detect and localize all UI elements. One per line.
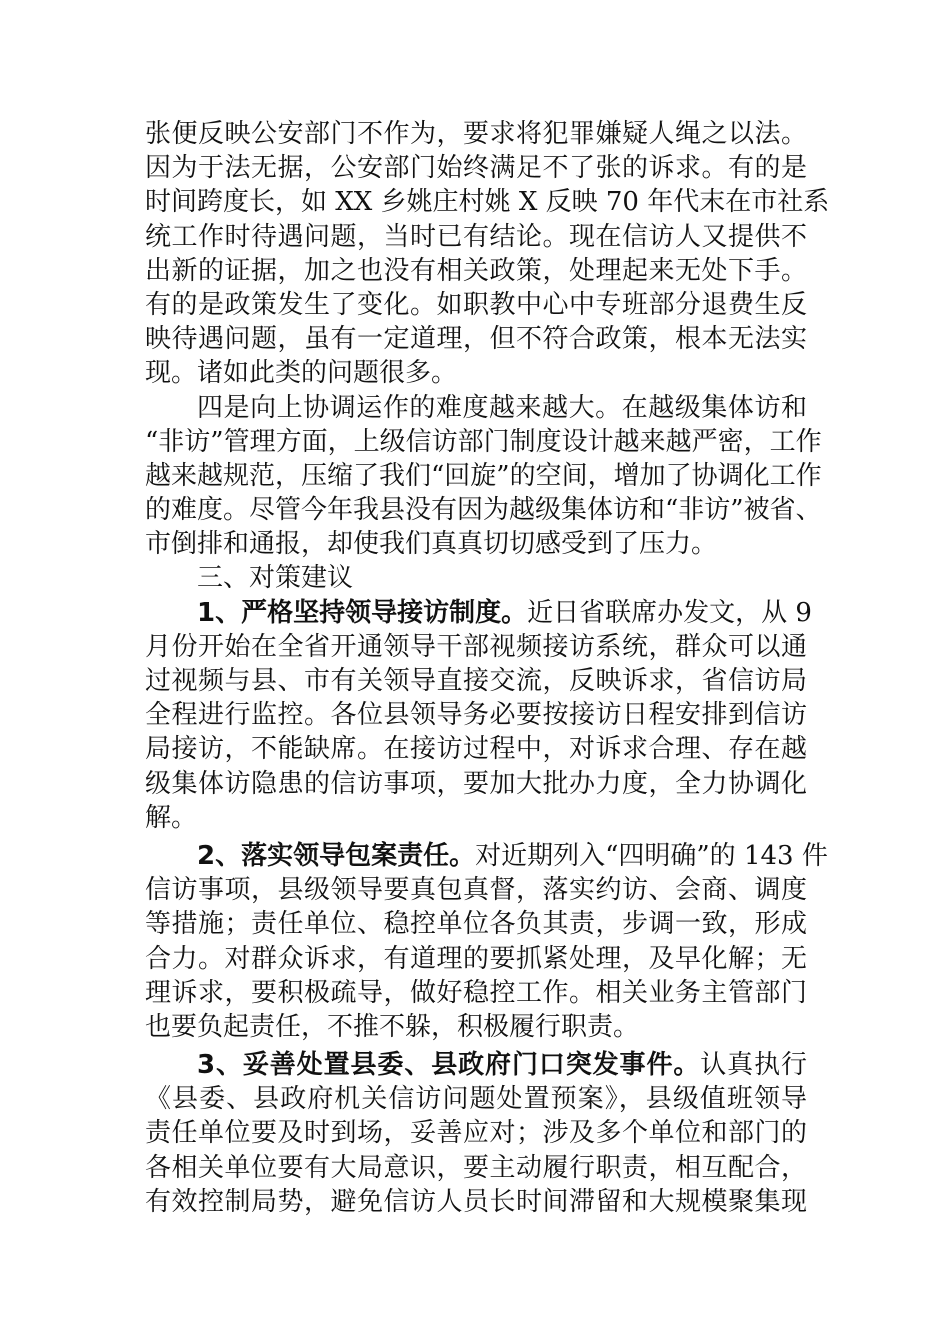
item-emergency-handling <box>145 1048 807 1219</box>
text-line: 信访事项，县级领导要真包真督，落实约访、会商、调度 <box>145 875 807 906</box>
text-line <box>145 1048 807 1082</box>
text-line: 统工作时待遇问题，当时已有结论。现在信访人又提供不 <box>145 221 807 252</box>
text-line: 也要负起责任，不推不躲，积极履行职责。 <box>145 1011 640 1042</box>
text-line: 全程进行监控。各位县领导务必要按接访日程安排到信访 <box>145 700 807 731</box>
item-text: 认真执行 <box>700 1050 807 1081</box>
item-heading: 3、妥善处置县委、县政府门口突发事件。 <box>197 1050 701 1081</box>
document-page <box>145 117 830 1219</box>
item-text: 近日省联席办发文，从 9 <box>527 597 812 628</box>
text-line <box>145 596 812 630</box>
text-line: “非访”管理方面，上级信访部门制度设计越来越严密，工作 <box>145 426 822 457</box>
text-line: 越来越规范，压缩了我们“回旋”的空间，增加了协调化工作 <box>145 460 822 491</box>
text-line: 局接访，不能缺席。在接访过程中，对诉求合理、存在越 <box>145 734 807 765</box>
text-line: 合力。对群众诉求，有道理的要抓紧处理，及早化解；无 <box>145 943 807 974</box>
text-line: 月份开始在全省开通领导干部视频接访系统，群众可以通 <box>145 631 807 662</box>
text-line: 张便反映公安部门不作为，要求将犯罪嫌疑人绳之以法。 <box>145 119 807 149</box>
text-line: 出新的证据，加之也没有相关政策，处理起来无处下手。 <box>145 255 807 286</box>
text-line: 过视频与县、市有关领导直接交流，反映诉求，省信访局 <box>145 666 807 696</box>
section-heading: 三、对策建议 <box>197 563 354 594</box>
text-line: 各相关单位要有大局意识，要主动履行职责，相互配合， <box>145 1152 807 1183</box>
text-line: 有效控制局势，避免信访人员长时间滞留和大规模聚集现 <box>145 1186 807 1217</box>
text-line: 映待遇问题，虽有一定道理，但不符合政策，根本无法实 <box>145 324 807 355</box>
paragraph-continuation <box>145 117 830 391</box>
text-line: 的难度。尽管今年我县没有因为越级集体访和“非访”被省、 <box>145 495 822 526</box>
text-line: 时间跨度长，如 XX 乡姚庄村姚 X 反映 70 年代末在市社系 <box>145 187 830 218</box>
text-line: 等措施；责任单位、稳控单位各负其责，步调一致，形成 <box>145 909 807 940</box>
text-line: 理诉求，要积极疏导，做好稳控工作。相关业务主管部门 <box>145 977 807 1008</box>
text-line: 解。 <box>145 802 198 833</box>
paragraph-difficulty <box>145 391 822 562</box>
text-line: 市倒排和通报，却使我们真真切切感受到了压力。 <box>145 529 718 560</box>
item-text: 对近期列入“四明确”的 143 件 <box>475 840 828 871</box>
text-line: 现。诸如此类的问题很多。 <box>145 358 458 389</box>
text-line: 因为于法无据，公安部门始终满足不了张的诉求。有的是 <box>145 153 807 184</box>
item-heading: 1、严格坚持领导接访制度。 <box>197 597 528 628</box>
text-line: 有的是政策发生了变化。如职教中心中专班部分退费生反 <box>145 289 807 320</box>
text-line <box>145 839 828 873</box>
text-line: 责任单位要及时到场，妥善应对；涉及多个单位和部门的 <box>145 1118 807 1149</box>
item-leader-reception <box>145 596 812 835</box>
item-heading: 2、落实领导包案责任。 <box>197 840 476 871</box>
text-line: 《县委、县政府机关信访问题处置预案》，县级值班领导 <box>145 1084 807 1115</box>
text-line: 四是向上协调运作的难度越来越大。在越级集体访和 <box>197 392 807 423</box>
item-case-responsibility <box>145 839 828 1044</box>
text-line: 级集体访隐患的信访事项，要加大批办力度，全力协调化 <box>145 768 807 799</box>
